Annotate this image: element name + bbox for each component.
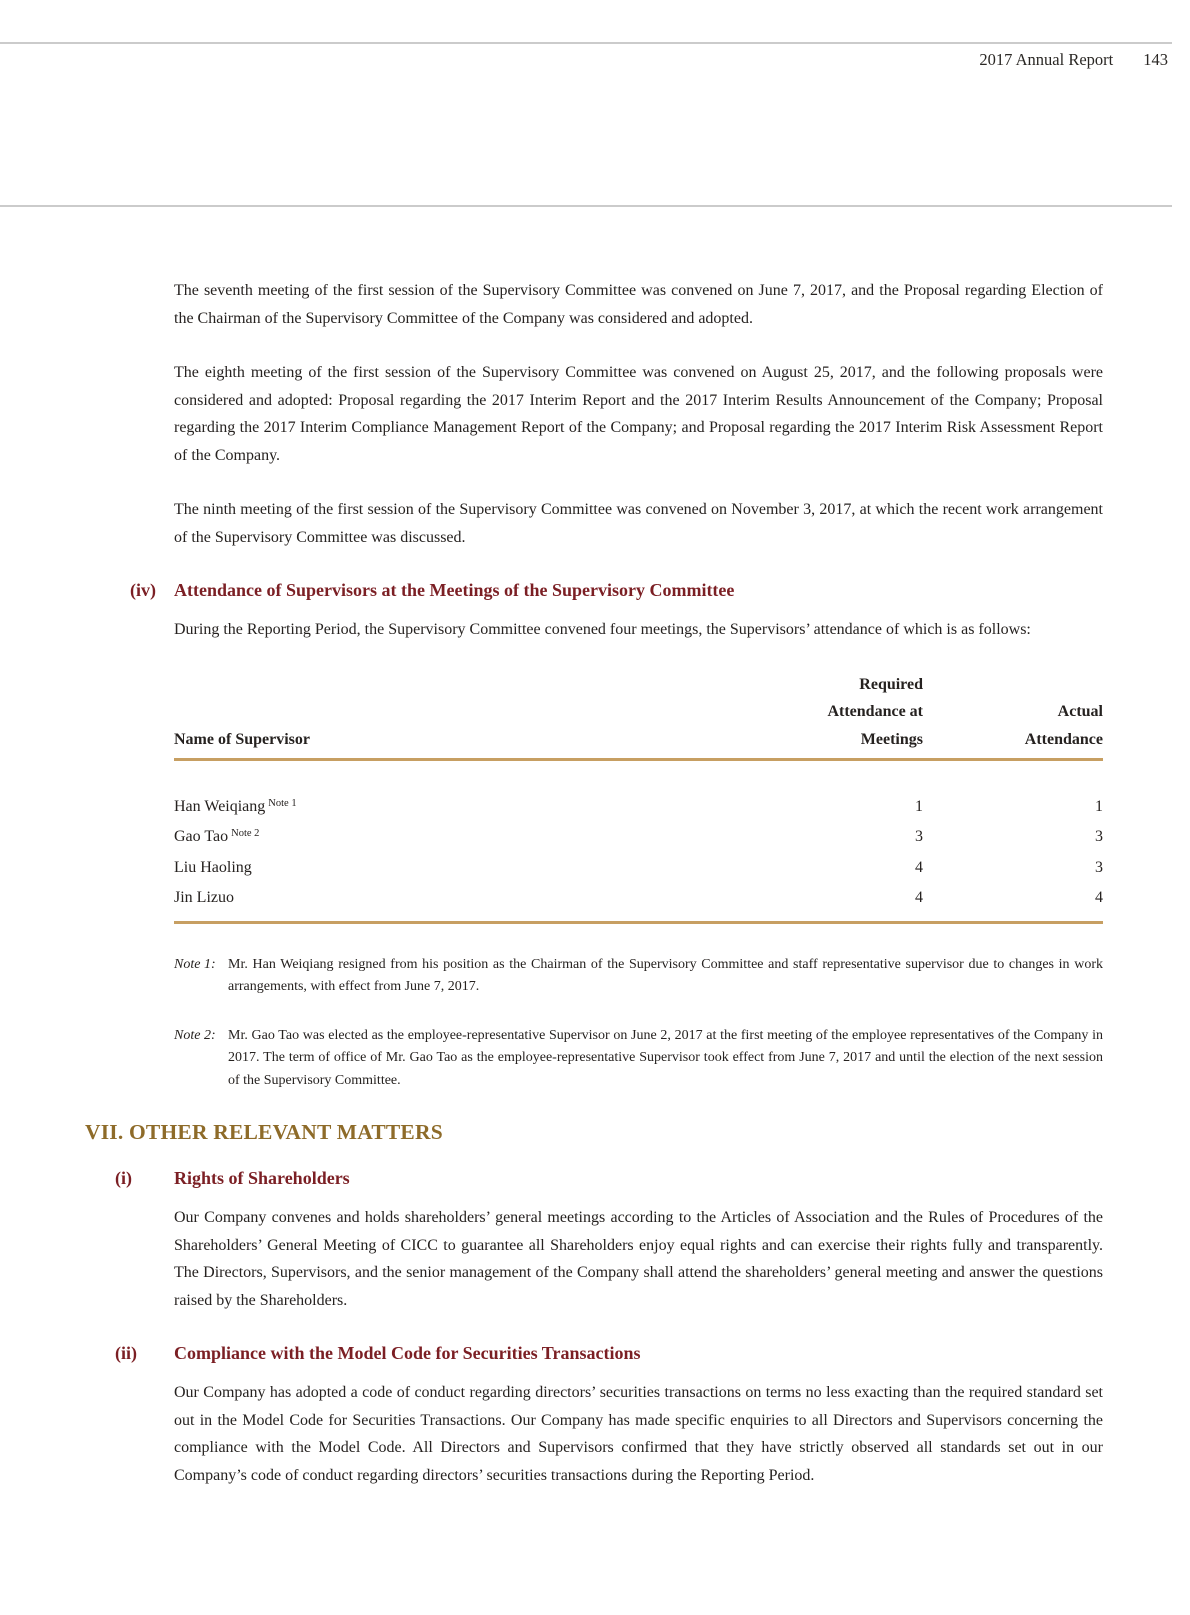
col-header-name: Name of Supervisor (174, 671, 644, 760)
attendance-table (174, 671, 1103, 924)
paragraph-ninth-meeting: The ninth meeting of the first session of the Supervisory Committee was convened on November 3, 2017, at which the recent work arrangement of the Supervisory Committee was discussed. (174, 501, 1103, 546)
header-rule-top (0, 42, 1172, 44)
actual-attendance: 4 (923, 881, 1103, 922)
section-vii-heading: VII. OTHER RELEVANT MATTERS (85, 1120, 443, 1144)
actual-attendance: 3 (1095, 858, 1103, 876)
note-ref: Note 2 (231, 828, 260, 839)
section-iv-label: (iv) (130, 580, 156, 600)
table-row (174, 790, 1103, 821)
actual-attendance: 3 (1095, 828, 1103, 845)
required-attendance: 1 (915, 797, 923, 815)
supervisor-name: Jin Lizuo (174, 881, 644, 922)
page-content (85, 205, 1103, 1516)
table-spacer-row (174, 760, 1103, 790)
paragraph-eighth-meeting: The eighth meeting of the first session of the Supervisory Committee was convened on August 25, 2017, and the following proposals were considered and adopted: Proposal regarding the 2017 Interim Report and the 2017 Interim Results Announcement of the Company; Proposal regarding the 2017 Interim Compliance Management Report of the Company; and Proposal regarding the 2017 Interim Risk Assessment Report of the Company. (174, 364, 1103, 464)
subsection-ii-body: Our Company has adopted a code of conduct regarding directors’ securities transactions on terms no less exacting than the required standard set out in the Model Code for Securities Transactions. Our Company has made specific enquiries to all Directors and Supervisors concerning the compliance with the Model Code. All Directors and Supervisors confirmed that they have strictly observed all standards set out in our Company’s code of conduct regarding directors’ securities transactions during the Reporting Period. (174, 1384, 1103, 1484)
subsection-i-body: Our Company convenes and holds shareholders’ general meetings according to the Articles of Association and the Rules of Procedures of the Shareholders’ General Meeting of CICC to guarantee all Shareholders enjoy equal rights and can exercise their rights fully and transparently. The Directors, Supervisors, and the senior management of the Company shall attend the shareholders’ general meeting and answer the questions raised by the Shareholders. (174, 1209, 1103, 1309)
page-number: 143 (1143, 50, 1168, 69)
subsection-ii-label: (ii) (115, 1343, 137, 1363)
col-header-actual: Actual Attendance (923, 671, 1103, 760)
table-notes (174, 954, 1103, 1093)
attendance-table-header-row (174, 671, 1103, 760)
note-1-text: Mr. Han Weiqiang resigned from his position as the Chairman of the Supervisory Committee and staff representative supervisor due to changes in work arrangements, with effect from June 7, 2017. (228, 956, 1103, 994)
col-header-required: Required Attendance at Meetings (644, 671, 923, 760)
note-1 (174, 954, 1103, 999)
paragraph-seventh-meeting: The seventh meeting of the first session of the Supervisory Committee was convened on June 7, 2017, and the Proposal regarding Election of the Chairman of the Supervisory Committee of the Company was considered and adopted. (174, 282, 1103, 327)
subsection-i-label: (i) (115, 1168, 132, 1188)
note-2-text: Mr. Gao Tao was elected as the employee-representative Supervisor on June 2, 2017 at the first meeting of the employee representatives of the Company in 2017. The term of office of Mr. Gao Tao as the employee-representative Supervisor took effect from June 7, 2017 and until the election of the next session of the Supervisory Committee. (228, 1027, 1103, 1088)
actual-attendance: 1 (1095, 797, 1103, 815)
table-row (174, 881, 1103, 922)
supervisor-name: Gao Tao $^{Note 2}$ (174, 828, 260, 845)
required-attendance: 4 (915, 858, 923, 876)
section-iv-title: Attendance of Supervisors at the Meetings of the Supervisory Committee (174, 580, 735, 600)
note-ref: Note 1 (268, 797, 297, 809)
table-row (174, 851, 1103, 882)
note-2 (174, 1025, 1103, 1093)
table-row (174, 820, 1103, 851)
subsection-i-heading (115, 1166, 1103, 1190)
note-2-label: Note 2: (174, 1027, 216, 1043)
supervisor-name: Han Weiqiang $^{Note 1}$ (174, 797, 297, 815)
attendance-intro: During the Reporting Period, the Supervisory Committee convened four meetings, the Supervisors’ attendance of which is as follows: (174, 621, 1031, 638)
report-title: 2017 Annual Report (979, 50, 1114, 69)
required-attendance: 3 (915, 828, 923, 845)
required-attendance: 4 (644, 881, 923, 922)
subsection-ii-title: Compliance with the Model Code for Securities Transactions (174, 1343, 641, 1363)
section-iv-heading (130, 578, 1103, 602)
subsection-i-title: Rights of Shareholders (174, 1168, 350, 1188)
page-header (979, 50, 1168, 70)
subsection-ii-heading (115, 1341, 1103, 1365)
note-1-label: Note 1: (174, 956, 216, 972)
supervisor-name: Liu Haoling (174, 858, 252, 876)
